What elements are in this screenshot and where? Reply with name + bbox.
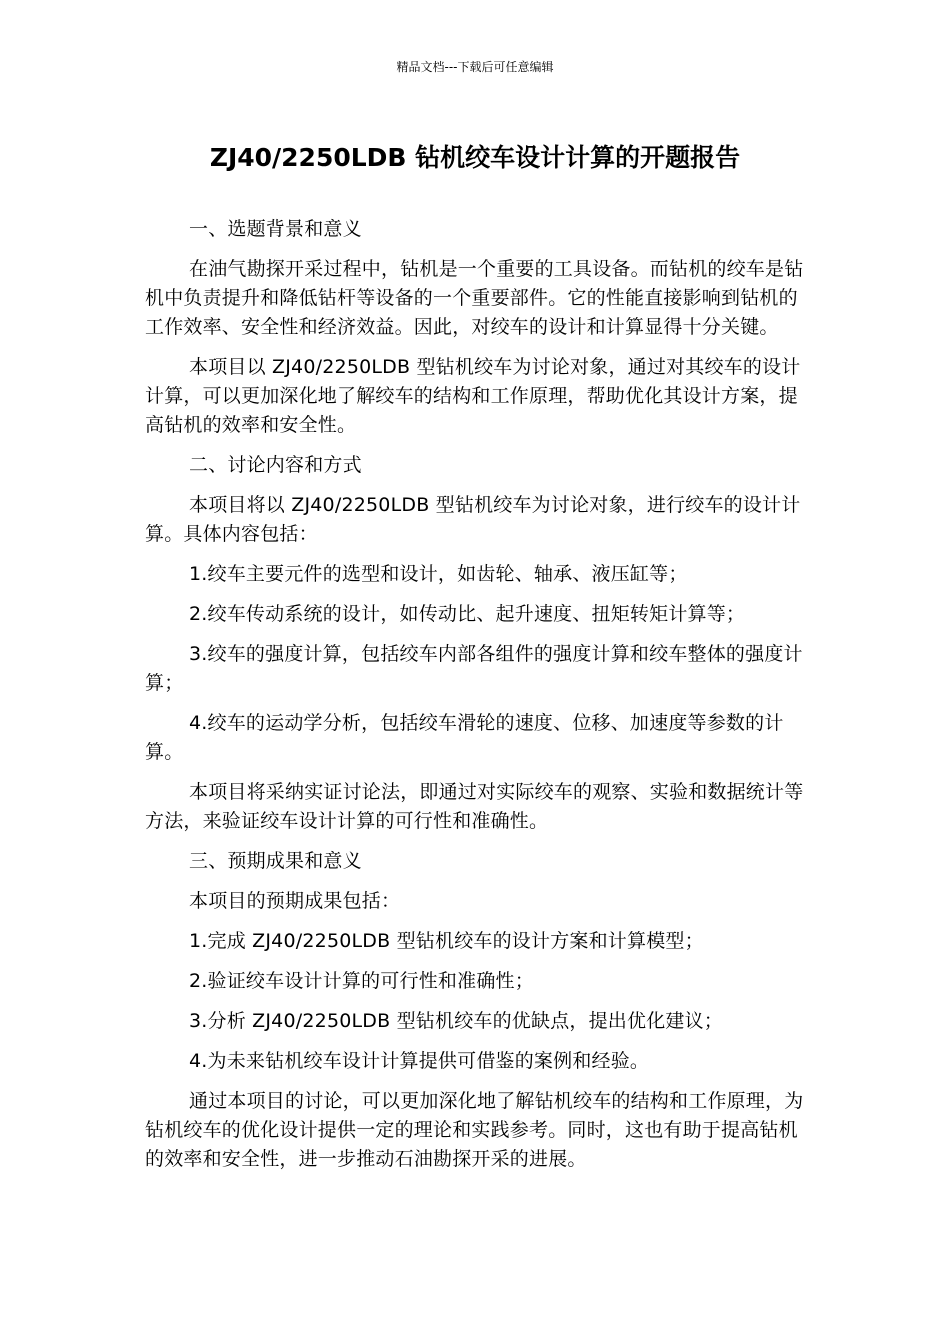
section-heading-1: 一、选题背景和意义	[189, 218, 362, 240]
section-heading-3: 三、预期成果和意义	[189, 850, 362, 872]
page-header: 精品文档---下载后可任意编辑	[396, 60, 554, 74]
document-body	[145, 215, 805, 1185]
paragraph: 本项目将以 ZJ40/2250LDB 型钻机绞车为讨论对象，进行绞车的设计计算。具体内容包括：	[145, 494, 801, 545]
list-item: 1.完成 ZJ40/2250LDB 型钻机绞车的设计方案和计算模型；	[189, 930, 704, 952]
document-title: ZJ40/2250LDB 钻机绞车设计计算的开题报告	[209, 143, 741, 172]
section-heading-2: 二、讨论内容和方式	[189, 454, 362, 476]
list-item: 2.验证绞车设计计算的可行性和准确性；	[189, 970, 534, 992]
list-item: 2.绞车传动系统的设计，如传动比、起升速度、扭矩转矩计算等；	[189, 603, 746, 625]
paragraph: 在油气勘探开采过程中，钻机是一个重要的工具设备。而钻机的绞车是钻机中负责提升和降低钻杆等设备的一个重要部件。它的性能直接影响到钻机的工作效率、安全性和经济效益。因此，对绞车的设计和计算显得十分关键。	[145, 258, 804, 338]
paragraph: 通过本项目的讨论，可以更加深化地了解钻机绞车的结构和工作原理，为钻机绞车的优化设计提供一定的理论和实践参考。同时，这也有助于提高钻机的效率和安全性，进一步推动石油勘探开采的进展。	[145, 1090, 804, 1170]
list-item: 3.绞车的强度计算，包括绞车内部各组件的强度计算和绞车整体的强度计算；	[145, 643, 803, 694]
paragraph: 本项目以 ZJ40/2250LDB 型钻机绞车为讨论对象，通过对其绞车的设计计算，可以更加深化地了解绞车的结构和工作原理，帮助优化其设计方案，提高钻机的效率和安全性。	[145, 356, 801, 436]
list-item: 4.为未来钻机绞车设计计算提供可借鉴的案例和经验。	[189, 1050, 650, 1072]
list-item: 3.分析 ZJ40/2250LDB 型钻机绞车的优缺点，提出优化建议；	[189, 1010, 724, 1032]
list-item: 4.绞车的运动学分析，包括绞车滑轮的速度、位移、加速度等参数的计算。	[145, 712, 784, 763]
paragraph: 本项目的预期成果包括：	[189, 890, 401, 912]
list-item: 1.绞车主要元件的选型和设计，如齿轮、轴承、液压缸等；	[189, 563, 688, 585]
paragraph: 本项目将采纳实证讨论法，即通过对实际绞车的观察、实验和数据统计等方法，来验证绞车设计计算的可行性和准确性。	[145, 781, 804, 832]
